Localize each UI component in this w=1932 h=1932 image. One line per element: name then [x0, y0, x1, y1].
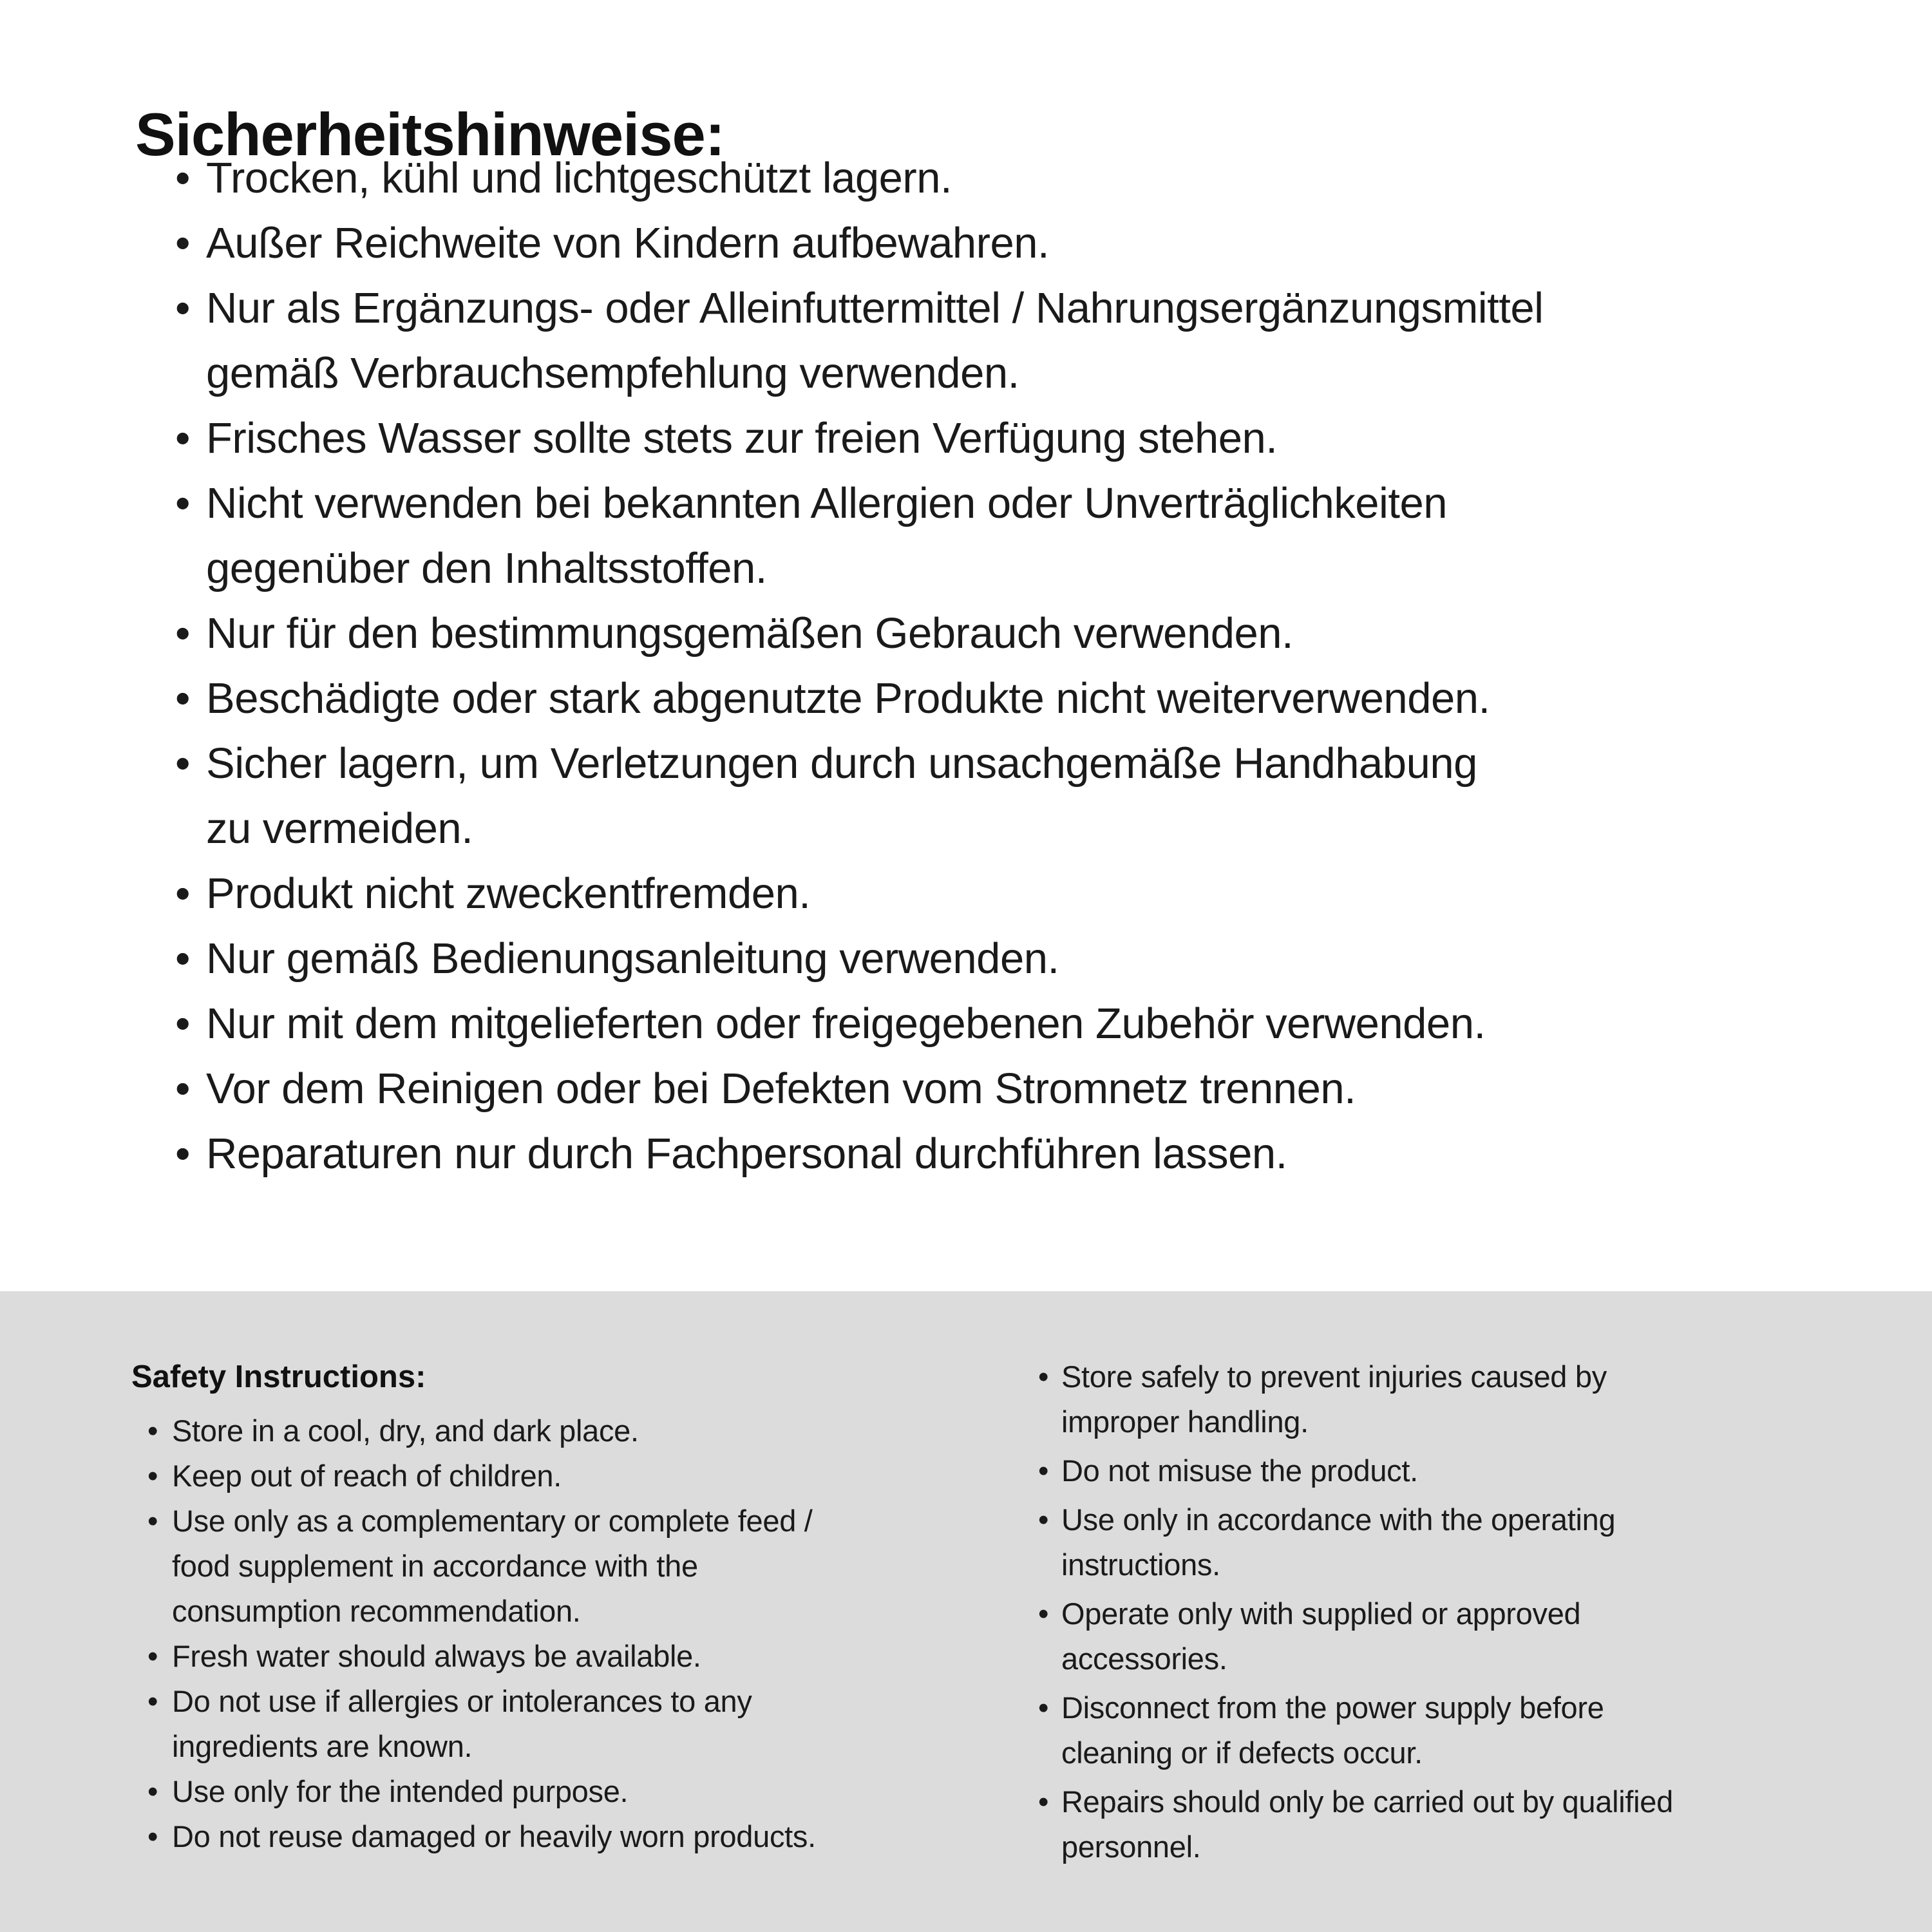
bullet-icon: • [175, 934, 190, 983]
bullet-icon: • [147, 1819, 158, 1853]
german-bullet-item [175, 406, 1862, 471]
bullet-icon: • [147, 1504, 158, 1538]
german-bullet-text: Produkt nicht zweckentfremden. [206, 869, 811, 918]
german-bullet-item [175, 601, 1862, 666]
german-bullet-text: gemäß Verbrauchsempfehlung verwenden. [206, 349, 1019, 397]
german-bullet-text: Vor dem Reinigen oder bei Defekten vom Stromnetz trennen. [206, 1065, 1356, 1113]
english-right-column [1038, 1354, 1914, 1873]
german-bullet-item [175, 1121, 1862, 1186]
bullet-icon: • [175, 284, 190, 332]
german-bullet-text: Reparaturen nur durch Fachpersonal durchführen lassen. [206, 1130, 1287, 1178]
bullet-icon: • [175, 219, 190, 267]
german-bullet-text: Trocken, kühl und lichtgeschützt lagern. [206, 154, 952, 202]
bullet-icon: • [1038, 1454, 1049, 1488]
german-bullet-item [175, 1056, 1862, 1121]
german-bullet-item [175, 471, 1862, 601]
bullet-icon: • [175, 609, 190, 658]
english-bullet-item [147, 1769, 1033, 1814]
bullet-icon: • [175, 869, 190, 918]
bullet-icon: • [1038, 1502, 1049, 1537]
german-bullet-text: Beschädigte oder stark abgenutzte Produkte nicht weiterverwenden. [206, 674, 1490, 723]
bullet-icon: • [175, 154, 190, 202]
english-section [0, 1291, 1932, 1932]
english-bullet-text: Store safely to prevent injuries caused by [1061, 1359, 1607, 1394]
german-bullet-text: Außer Reichweite von Kindern aufbewahren. [206, 219, 1050, 267]
bullet-icon: • [1038, 1785, 1049, 1819]
english-bullet-text: Do not use if allergies or intolerances to any [172, 1684, 752, 1718]
german-bullet-item [175, 146, 1862, 211]
english-bullet-text: improper handling. [1061, 1405, 1309, 1439]
english-title: Safety Instructions: [131, 1359, 426, 1394]
english-bullet-item [147, 1679, 1033, 1769]
bullet-icon: • [1038, 1359, 1049, 1394]
bullet-icon: • [147, 1414, 158, 1448]
english-bullet-text: personnel. [1061, 1830, 1201, 1864]
english-bullet-item [1038, 1779, 1914, 1870]
german-bullet-text: Nur gemäß Bedienungsanleitung verwenden. [206, 934, 1059, 983]
english-bullet-item [1038, 1685, 1914, 1776]
english-bullet-text: Use only for the intended purpose. [172, 1774, 629, 1808]
english-bullet-item [1038, 1354, 1914, 1444]
german-bullet-text: gegenüber den Inhaltsstoffen. [206, 544, 767, 592]
english-bullet-text: Use only as a complementary or complete feed / [172, 1504, 813, 1538]
english-right-bullet-list [1038, 1354, 1914, 1870]
english-bullet-item [147, 1814, 1033, 1859]
german-title: Sicherheitshinweise: [135, 100, 725, 168]
bullet-icon: • [147, 1459, 158, 1493]
english-bullet-text: ingredients are known. [172, 1729, 473, 1763]
german-bullet-text: Nur für den bestimmungsgemäßen Gebrauch verwenden. [206, 609, 1294, 658]
english-bullet-text: cleaning or if defects occur. [1061, 1736, 1423, 1770]
english-bullet-text: Fresh water should always be available. [172, 1639, 701, 1673]
english-bullet-item [147, 1634, 1033, 1679]
english-bullet-item [147, 1454, 1033, 1499]
german-bullet-text: Nicht verwenden bei bekannten Allergien oder Unverträglichkeiten [206, 479, 1448, 527]
german-bullet-text: Frisches Wasser sollte stets zur freien Verfügung stehen. [206, 414, 1278, 462]
bullet-icon: • [175, 674, 190, 723]
bullet-icon: • [175, 414, 190, 462]
english-bullet-text: Keep out of reach of children. [172, 1459, 562, 1493]
english-bullet-text: Do not reuse damaged or heavily worn products. [172, 1819, 816, 1853]
bullet-icon: • [175, 739, 190, 788]
english-bullet-text: Store in a cool, dry, and dark place. [172, 1414, 639, 1448]
english-bullet-text: consumption recommendation. [172, 1594, 581, 1628]
english-bullet-text: Repairs should only be carried out by qualified [1061, 1785, 1673, 1819]
english-left-bullet-list [147, 1408, 1033, 1859]
english-bullet-text: Operate only with supplied or approved [1061, 1596, 1581, 1631]
german-bullet-text: zu vermeiden. [206, 804, 473, 853]
german-bullet-item [175, 861, 1862, 926]
english-bullet-item [1038, 1448, 1914, 1493]
english-bullet-text: food supplement in accordance with the [172, 1549, 698, 1583]
german-bullet-text: Nur als Ergänzungs- oder Alleinfuttermittel / Nahrungsergänzungsmittel [206, 284, 1544, 332]
german-bullet-list [175, 146, 1862, 1186]
english-bullet-item [147, 1408, 1033, 1454]
german-bullet-item [175, 276, 1862, 406]
english-bullet-text: accessories. [1061, 1642, 1227, 1676]
english-bullet-item [1038, 1591, 1914, 1681]
bullet-icon: • [147, 1639, 158, 1673]
bullet-icon: • [147, 1774, 158, 1808]
german-bullet-item [175, 666, 1862, 731]
bullet-icon: • [1038, 1690, 1049, 1725]
english-bullet-text: instructions. [1061, 1548, 1220, 1582]
bullet-icon: • [175, 1065, 190, 1113]
bullet-icon: • [175, 999, 190, 1048]
german-bullet-text: Nur mit dem mitgelieferten oder freigegebenen Zubehör verwenden. [206, 999, 1486, 1048]
english-left-column [131, 1354, 1033, 1859]
bullet-icon: • [175, 479, 190, 527]
german-bullet-item [175, 211, 1862, 276]
german-bullet-item [175, 731, 1862, 861]
german-bullet-text: Sicher lagern, um Verletzungen durch unsachgemäße Handhabung [206, 739, 1477, 788]
english-bullet-item [1038, 1497, 1914, 1587]
english-bullet-text: Do not misuse the product. [1061, 1454, 1418, 1488]
english-bullet-text: Use only in accordance with the operating [1061, 1502, 1616, 1537]
bullet-icon: • [175, 1130, 190, 1178]
english-bullet-item [147, 1499, 1033, 1634]
bullet-icon: • [147, 1684, 158, 1718]
english-bullet-text: Disconnect from the power supply before [1061, 1690, 1604, 1725]
german-bullet-item [175, 926, 1862, 991]
german-bullet-item [175, 991, 1862, 1056]
bullet-icon: • [1038, 1596, 1049, 1631]
